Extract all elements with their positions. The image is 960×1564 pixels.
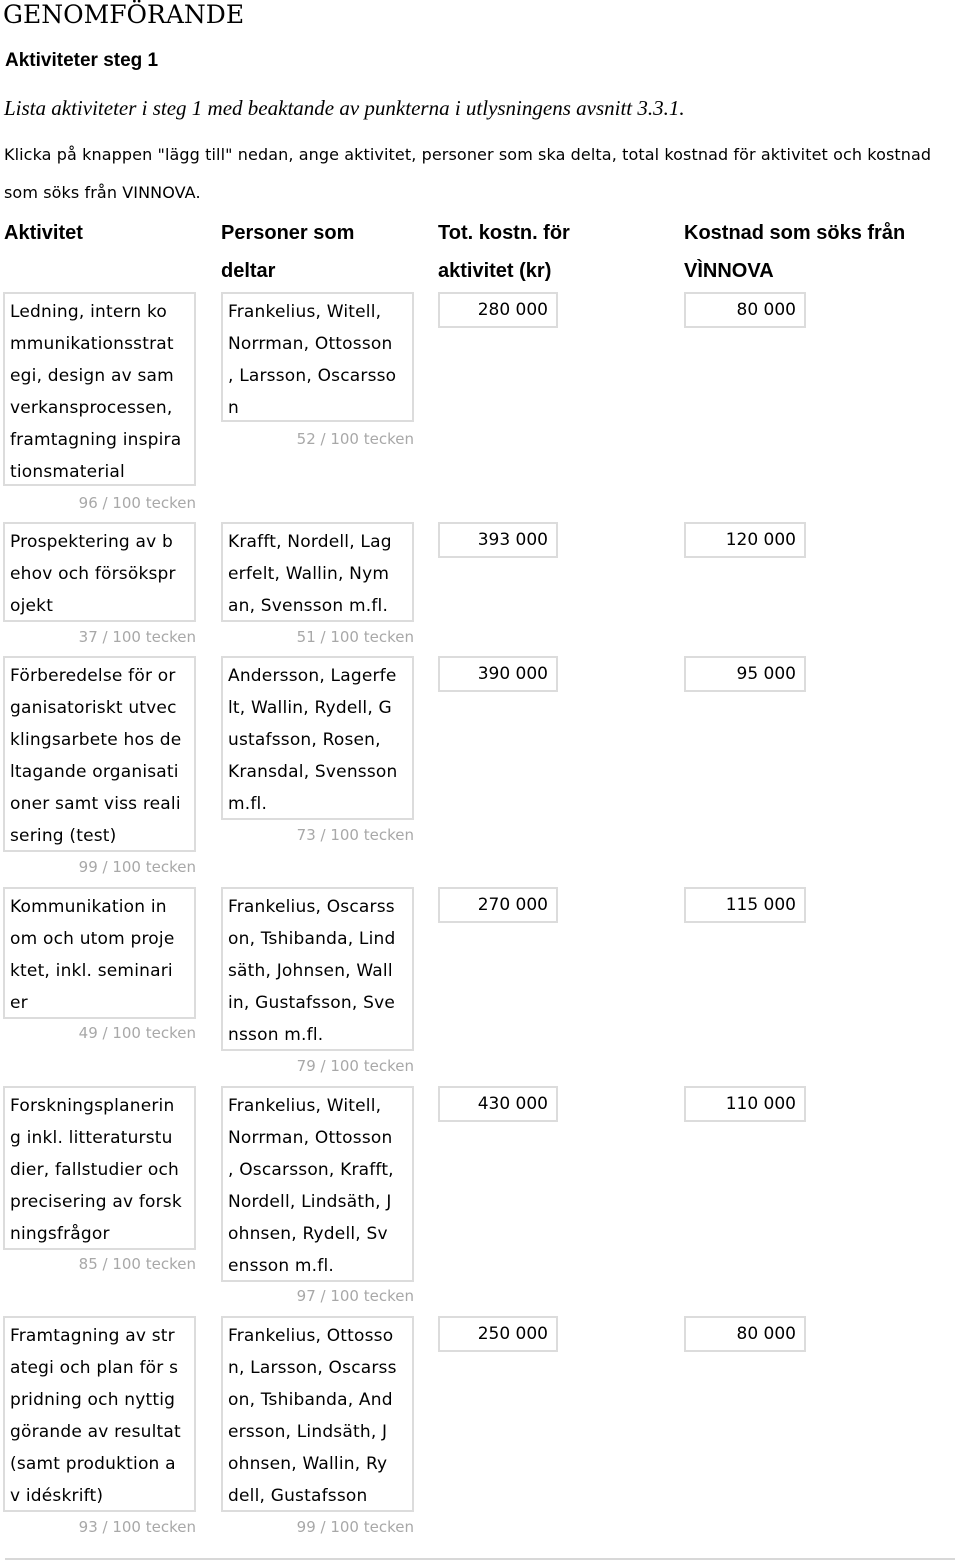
persons-char-counter: 52 / 100 tecken bbox=[296, 430, 414, 448]
bottom-divider bbox=[5, 1558, 955, 1560]
persons-text: Frankelius, Ottosso n, Larsson, Oscarss on, Tshibanda, And ersson, Lindsäth, J ohnsen, Wallin, Ry dell, Gustafsson bbox=[228, 1326, 397, 1506]
persons-char-counter: 51 / 100 tecken bbox=[296, 628, 414, 646]
persons-field[interactable] bbox=[221, 1086, 414, 1282]
requested-cost-input[interactable]: 120 000 bbox=[684, 522, 806, 558]
persons-text: Frankelius, Witell, Norrman, Ottosson , Oscarsson, Krafft, Nordell, Lindsäth, J ohnsen, Rydell, Sv ensson m.fl. bbox=[228, 1096, 394, 1276]
persons-text: Frankelius, Oscarss on, Tshibanda, Lind säth, Johnsen, Wall in, Gustafsson, Sve nsson m.fl. bbox=[228, 897, 396, 1045]
total-cost-input[interactable]: 250 000 bbox=[438, 1316, 558, 1352]
total-cost-input[interactable]: 430 000 bbox=[438, 1086, 558, 1122]
column-header-total-cost-line2: aktivitet (kr) bbox=[438, 260, 552, 282]
column-header-requested-line2: VÌNNOVA bbox=[684, 260, 774, 282]
column-header-persons bbox=[221, 214, 354, 290]
total-cost-input[interactable]: 393 000 bbox=[438, 522, 558, 558]
persons-char-counter: 73 / 100 tecken bbox=[296, 826, 414, 844]
activity-char-counter: 93 / 100 tecken bbox=[78, 1518, 196, 1536]
activity-char-counter: 96 / 100 tecken bbox=[78, 494, 196, 512]
requested-cost-input[interactable]: 110 000 bbox=[684, 1086, 806, 1122]
persons-field[interactable] bbox=[221, 1316, 414, 1512]
activity-char-counter: 37 / 100 tecken bbox=[78, 628, 196, 646]
activity-field[interactable] bbox=[3, 656, 196, 852]
persons-char-counter: 97 / 100 tecken bbox=[296, 1287, 414, 1305]
activity-char-counter: 85 / 100 tecken bbox=[78, 1255, 196, 1273]
activity-char-counter: 99 / 100 tecken bbox=[78, 858, 196, 876]
activity-field[interactable] bbox=[3, 1316, 196, 1512]
persons-text: Frankelius, Witell, Norrman, Ottosson , Larsson, Oscarsso n bbox=[228, 302, 397, 418]
activity-text: Kommunikation in om och utom proje ktet, inkl. seminari er bbox=[10, 897, 175, 1013]
persons-char-counter: 99 / 100 tecken bbox=[296, 1518, 414, 1536]
column-header-total-cost bbox=[438, 214, 570, 290]
persons-field[interactable] bbox=[221, 522, 414, 622]
total-cost-input[interactable]: 270 000 bbox=[438, 887, 558, 923]
activity-field[interactable] bbox=[3, 887, 196, 1019]
activity-text: Ledning, intern ko mmunikationsstrat egi, design av sam verkansprocessen, framtagning inspira tionsmaterial bbox=[10, 302, 182, 482]
column-header-total-cost-line1: Tot. kostn. för bbox=[438, 222, 570, 244]
activity-field[interactable] bbox=[3, 292, 196, 486]
persons-char-counter: 79 / 100 tecken bbox=[296, 1057, 414, 1075]
persons-field[interactable] bbox=[221, 292, 414, 422]
activity-field[interactable] bbox=[3, 1086, 196, 1250]
section-title: GENOMFÖRANDE bbox=[3, 0, 245, 29]
list-heading: Lista aktiviteter i steg 1 med beaktande av punkterna i utlysningens avsnitt 3.3.1. bbox=[4, 96, 685, 120]
activity-text: Prospektering av b ehov och försökspr ojekt bbox=[10, 532, 176, 616]
column-header-requested-line1: Kostnad som söks från bbox=[684, 222, 906, 244]
persons-text: Krafft, Nordell, Lag erfelt, Wallin, Nym an, Svensson m.fl. bbox=[228, 532, 392, 616]
column-header-requested-cost bbox=[684, 214, 905, 290]
subsection-title: Aktiviteter steg 1 bbox=[5, 50, 159, 71]
persons-field[interactable] bbox=[221, 656, 414, 820]
activity-text: Framtagning av str ategi och plan för s pridning och nyttig görande av resultat (samt produktion a v idéskrift) bbox=[10, 1326, 181, 1506]
requested-cost-input[interactable]: 80 000 bbox=[684, 292, 806, 328]
column-header-persons-line2: deltar bbox=[221, 260, 276, 282]
column-header-activity: Aktivitet bbox=[4, 222, 83, 244]
total-cost-input[interactable]: 390 000 bbox=[438, 656, 558, 692]
persons-text: Andersson, Lagerfe lt, Wallin, Rydell, G ustafsson, Rosen, Kransdal, Svensson m.fl. bbox=[228, 666, 398, 814]
total-cost-input[interactable]: 280 000 bbox=[438, 292, 558, 328]
persons-field[interactable] bbox=[221, 887, 414, 1051]
instructions-text: Klicka på knappen "lägg till" nedan, ange aktivitet, personer som ska delta, total kostnad för aktivitet och kostnad som söks från VINNOVA. bbox=[4, 145, 932, 202]
requested-cost-input[interactable]: 95 000 bbox=[684, 656, 806, 692]
activity-text: Förberedelse för or ganisatoriskt utvec klingsarbete hos de ltagande organisati oner samt viss reali sering (test) bbox=[10, 666, 182, 846]
activity-text: Forskningsplanerin g inkl. litteraturstu dier, fallstudier och precisering av forsk ningsfrågor bbox=[10, 1096, 182, 1244]
requested-cost-input[interactable]: 115 000 bbox=[684, 887, 806, 923]
requested-cost-input[interactable]: 80 000 bbox=[684, 1316, 806, 1352]
activity-field[interactable] bbox=[3, 522, 196, 622]
column-header-persons-line1: Personer som bbox=[221, 222, 355, 244]
activity-char-counter: 49 / 100 tecken bbox=[78, 1024, 196, 1042]
